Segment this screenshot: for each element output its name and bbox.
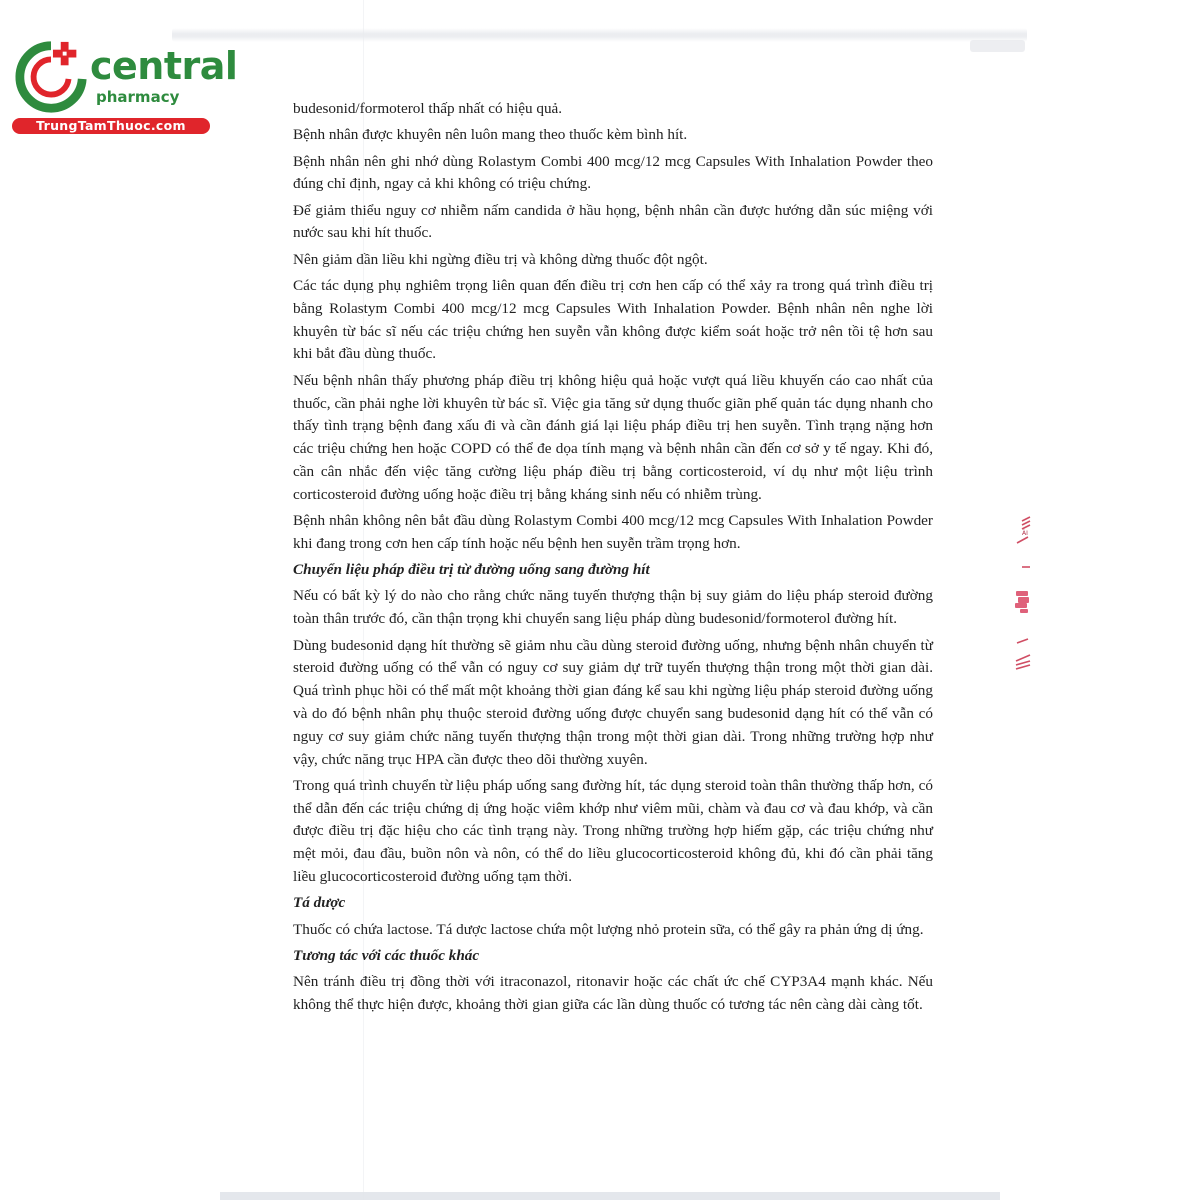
paragraph: Nếu có bất kỳ lý do nào cho rằng chức năng tuyến thượng thận bị suy giảm do liệu pháp steroid đường toàn thân trước đó, cần thận trọng khi chuyển sang liệu pháp dùng budesonid/formoterol đường hít. — [293, 587, 933, 628]
paragraph: budesonid/formoterol thấp nhất có hiệu quả. — [293, 100, 563, 117]
scan-bleed-top-right — [970, 40, 1025, 52]
scan-bleed-bottom — [220, 1192, 1000, 1200]
paragraph: Dùng budesonid dạng hít thường sẽ giảm nhu cầu dùng steroid đường uống, nhưng bệnh nhân chuyển từ steroid đường uống có thể vẫn có nguy cơ suy giảm dự trữ tuyến thượng thận trong một thời gian dài. Quá trình phục hồi có thể mất một khoảng thời gian đáng kể sau khi ngừng liệu pháp steroid đường uống và do đó bệnh nhân phụ thuộc steroid đường uống được chuyển sang budesonid dạng hít có thể vẫn có nguy cơ suy giảm chức năng tuyến thượng thận trong một thời gian dài. Trong những trường hợp như vậy, chức năng trục HPA cần được theo dõi thường xuyên. — [293, 636, 933, 768]
paragraph: Bệnh nhân nên ghi nhớ dùng Rolastym Combi 400 mcg/12 mcg Capsules With Inhalation Powder theo đúng chỉ định, ngay cả khi không có triệu chứng. — [293, 152, 933, 193]
paragraph: Thuốc có chứa lactose. Tá dược lactose chứa một lượng nhỏ protein sữa, có thể gây ra phản ứng dị ứng. — [293, 920, 924, 938]
pharmacy-cross-logo-icon — [12, 38, 90, 116]
section-heading-drug-interactions: Tương tác với các thuốc khác — [293, 946, 480, 964]
logo-subtitle-text: pharmacy — [96, 88, 180, 106]
paragraph: Các tác dụng phụ nghiêm trọng liên quan đến điều trị cơn hen cấp có thể xảy ra trong quá trình điều trị bằng Rolastym Combi 400 mcg/12 mcg Capsules With Inhalation Powder. Bệnh nhân nên nghe lời khuyên từ bác sĩ nếu các triệu chứng hen suyễn vẫn không được kiểm soát hoặc trở nên tồi tệ hơn sau khi bắt đầu dùng thuốc. — [293, 277, 933, 363]
paragraph: Nên tránh điều trị đồng thời với itraconazol, ritonavir hoặc các chất ức chế CYP3A4 mạnh khác. Nếu không thể thực hiện được, khoảng thời gian giữa các lần dùng thuốc có tương tác nên càng dài càng tốt. — [293, 973, 933, 1013]
central-pharmacy-logo[interactable] — [8, 38, 238, 138]
red-stamp-mark-icon — [1008, 515, 1038, 675]
paragraph: Trong quá trình chuyển từ liệu pháp uống sang đường hít, tác dụng steroid toàn thân thường thấp hơn, có thể dẫn đến các triệu chứng dị ứng hoặc viêm khớp như viêm mũi, chàm và đau cơ và đau khớp, và cần được điều trị đặc hiệu cho các tình trạng này. Trong những trường hợp hiếm gặp, các triệu chứng như mệt mỏi, đau đầu, buồn nôn và nôn, có thể do liều glucocorticosteroid không đủ, khi đó cần phải tăng liều glucocorticosteroid đường uống tạm thời. — [293, 776, 933, 885]
paragraph: Bệnh nhân được khuyên nên luôn mang theo thuốc kèm bình hít. — [293, 126, 688, 144]
logo-website-banner[interactable]: TrungTamThuoc.com — [12, 118, 210, 134]
scan-bleed-top — [172, 28, 1027, 42]
document-body — [293, 98, 933, 1020]
paragraph: Để giảm thiểu nguy cơ nhiễm nấm candida ở hầu họng, bệnh nhân cần được hướng dẫn súc miệng với nước sau khi hít thuốc. — [293, 201, 933, 242]
section-heading-oral-to-inhaled: Chuyển liệu pháp điều trị từ đường uống sang đường hít — [293, 561, 650, 579]
section-heading-excipients: Tá dược — [293, 894, 346, 912]
paragraph: Nên giảm dần liều khi ngừng điều trị và không dừng thuốc đột ngột. — [293, 250, 708, 268]
logo-brand-text: central — [90, 44, 238, 88]
svg-text:ÀI: ÀI — [1022, 530, 1028, 537]
paragraph: Bệnh nhân không nên bắt đầu dùng Rolastym Combi 400 mcg/12 mcg Capsules With Inhalation Powder khi đang trong cơn hen cấp tính hoặc nếu bệnh hen suyễn trầm trọng hơn. — [293, 512, 933, 552]
paragraph: Nếu bệnh nhân thấy phương pháp điều trị không hiệu quả hoặc vượt quá liều khuyến cáo cao nhất của thuốc, cần phải nghe lời khuyên từ bác sĩ. Việc gia tăng sử dụng thuốc giãn phế quản tác dụng nhanh cho thấy tình trạng bệnh đang xấu đi và cần đánh giá lại liệu pháp điều trị hen suyễn. Tình trạng nặng hơn các triệu chứng hen hoặc COPD có thể đe dọa tính mạng và bệnh nhân cần đến cơ sở y tế ngay. Khi đó, cần cân nhắc đến việc tăng cường liệu pháp điều trị bằng corticosteroid, ví dụ như một liệu trình corticosteroid đường uống hoặc điều trị bằng kháng sinh nếu có nhiễm trùng. — [293, 371, 933, 503]
